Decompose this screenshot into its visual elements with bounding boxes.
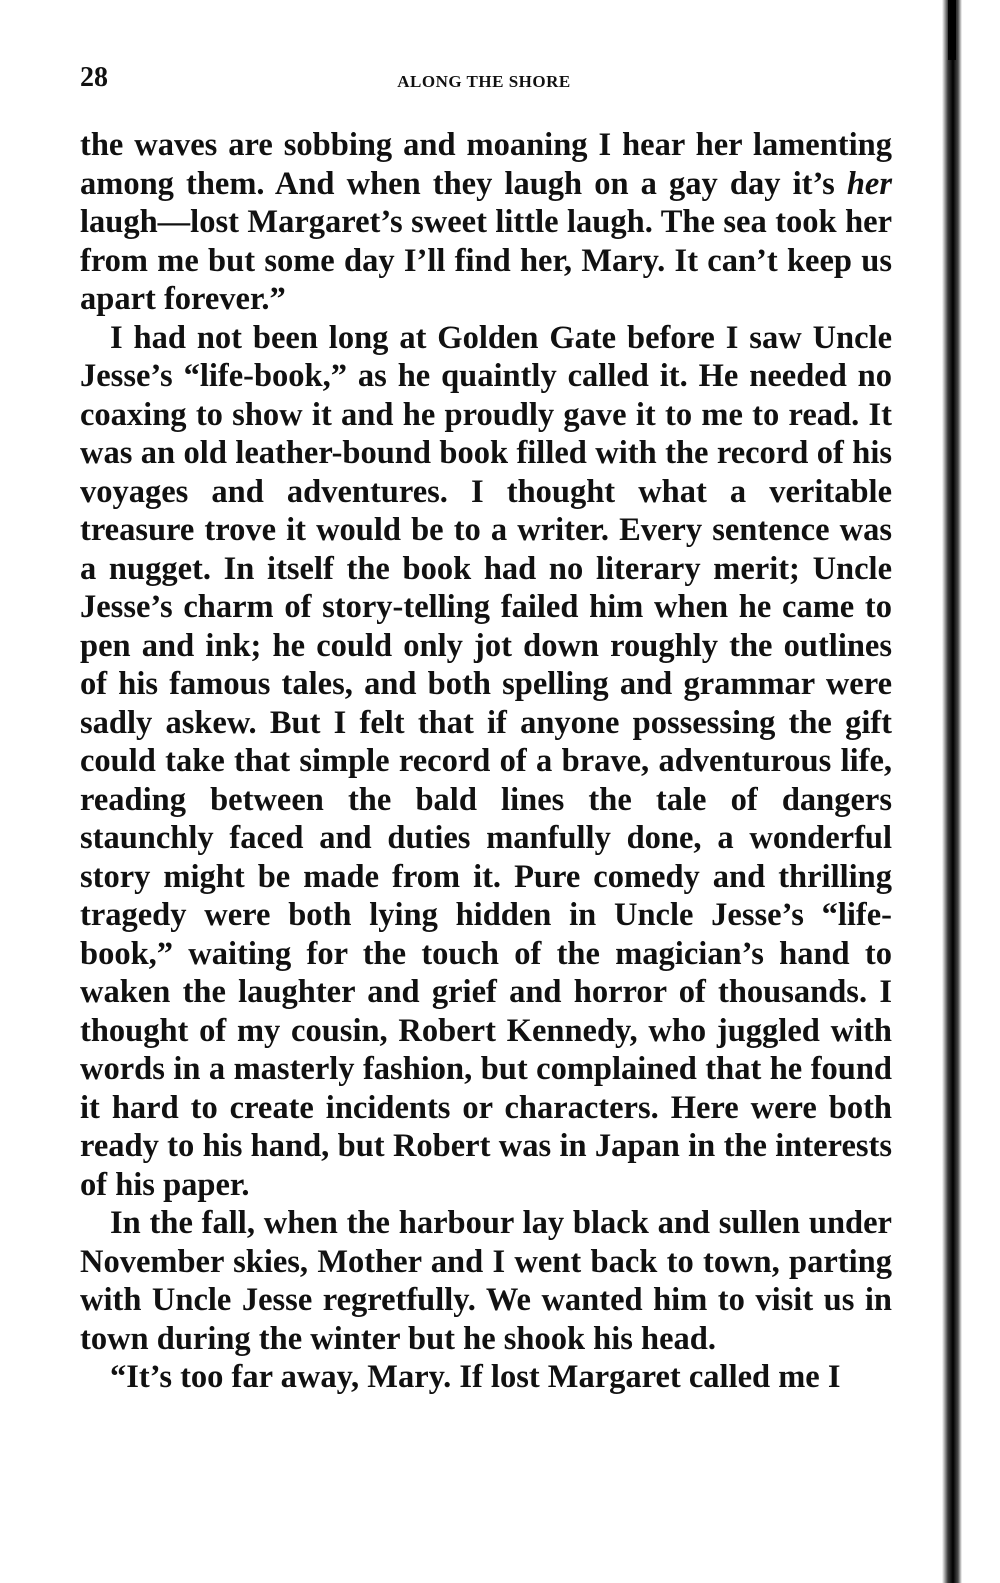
body-text [80,126,892,1397]
paragraph-1-text-a: the waves are sobbing and moaning I hear her lamenting among them. And when they laugh on a gay day it’s [80,127,892,202]
paragraph-2: I had not been long at Golden Gate before I saw Uncle Jesse’s “life-book,” as he quaintly called it. He needed no coaxing to show it and he proudly gave it to me to read. It was an old leather-bound book filled with the record of his voyages and adventures. I thought what a veritable treasure trove it would be to a writer. Every sentence was a nugget. In itself the book had no literary merit; Uncle Jesse’s charm of story-telling failed him when he came to pen and ink; he could only jot down roughly the outlines of his famous tales, and both spelling and grammar were sadly askew. But I felt that if anyone possessing the gift could take that simple record of a brave, adventurous life, reading between the bald lines the tale of dangers staunchly faced and duties manfully done, a wonderful story might be made from it. Pure comedy and thrilling tragedy were both lying hidden in Uncle Jesse’s “life-book,” waiting for the touch of the magician’s hand to waken the laughter and grief and horror of thousands. I thought of my cousin, Robert Kennedy, who juggled with words in a masterly fashion, but complained that he found it hard to create incidents or characters. Here were both ready to his hand, but Robert was in Japan in the interests of his paper. [80,319,892,1203]
book-spine-shadow-top [948,0,956,60]
paragraph-1-emphasis: her [846,165,892,202]
paragraph-1 [80,126,892,319]
paragraph-1-text-b: laugh—lost Margaret’s sweet little laugh. The sea took her from me but some day I’ll find her, Mary. It can’t keep us apart forever.” [80,204,892,317]
page-number: 28 [80,62,108,93]
book-spine-shadow [942,0,962,1583]
paragraph-3: In the fall, when the harbour lay black and sullen under November skies, Mother and I went back to town, parting with Uncle Jesse regretfully. We wanted him to visit us in town during the winter but he shook his head. [80,1205,892,1357]
running-head: ALONG THE SHORE [397,72,571,91]
paragraph-4: “It’s too far away, Mary. If lost Margaret called me I [110,1359,841,1395]
